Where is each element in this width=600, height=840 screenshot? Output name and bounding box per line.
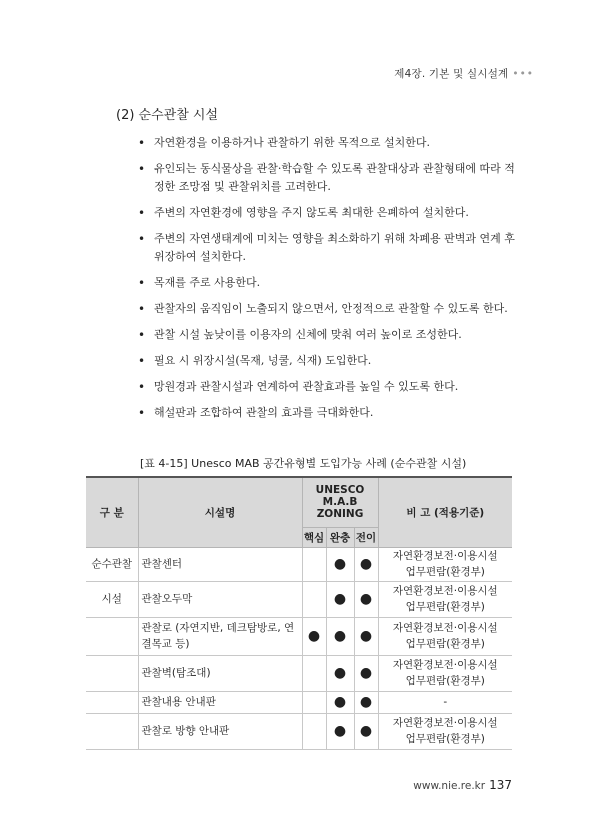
running-header	[394, 66, 534, 81]
bullet-item: • 주변의 자연생태계에 미치는 영향을 최소화하기 위해 차폐용 판벽과 연계 후 위장하여 설치한다.	[136, 230, 516, 266]
note-line2: 업무편람(환경부)	[405, 638, 485, 650]
table-row	[86, 547, 512, 581]
bullet-item: • 목재를 주로 사용한다.	[136, 274, 516, 292]
bullet-item: • 관찰자의 움직임이 노출되지 않으면서, 안정적으로 관찰할 수 있도록 한다.	[136, 300, 516, 318]
page-footer	[413, 778, 512, 792]
core-mark	[302, 713, 326, 749]
table-row	[86, 691, 512, 713]
note-line1: 자연환경보전·이용시설	[392, 659, 498, 671]
category-cell-line2: 시설	[86, 581, 138, 617]
header-zoning-line2: M.A.B ZONING	[316, 496, 364, 521]
note-cell	[378, 617, 512, 655]
facility-name: 관찰오두막	[138, 581, 302, 617]
bullet-item: • 망원경과 관찰시설과 연계하여 관찰효과를 높일 수 있도록 한다.	[136, 378, 516, 396]
transition-mark: ●	[354, 655, 378, 691]
bullet-item: • 관찰 시설 높낮이를 이용자의 신체에 맞춰 여러 높이로 조성한다.	[136, 326, 516, 344]
note-line2: 업무편람(환경부)	[405, 601, 485, 613]
note-line1: 자연환경보전·이용시설	[392, 550, 498, 562]
note-cell	[378, 655, 512, 691]
buffer-mark: ●	[326, 691, 354, 713]
bullet-item: • 필요 시 위장시설(목재, 넝쿨, 식재) 도입한다.	[136, 352, 516, 370]
core-mark: ●	[302, 617, 326, 655]
note-cell	[378, 547, 512, 581]
note-line2: 업무편람(환경부)	[405, 566, 485, 578]
facility-name: 관찰내용 안내판	[138, 691, 302, 713]
page-number: 137	[489, 778, 512, 792]
header-facility: 시설명	[138, 477, 302, 547]
header-dots: •••	[512, 68, 534, 80]
buffer-mark: ●	[326, 581, 354, 617]
bullet-list	[136, 134, 516, 430]
facility-name: 관찰센터	[138, 547, 302, 581]
table-row	[86, 617, 512, 655]
section-title: (2) 순수관찰 시설	[116, 108, 219, 123]
note-line1: 자연환경보전·이용시설	[392, 585, 498, 597]
bullet-item: • 해설판과 조합하여 관찰의 효과를 극대화한다.	[136, 404, 516, 422]
buffer-mark: ●	[326, 713, 354, 749]
table-row	[86, 581, 512, 617]
facility-name: 관찰벽(탐조대)	[138, 655, 302, 691]
bullet-item: • 유인되는 동식물상을 관찰·학습할 수 있도록 관찰대상과 관찰형태에 따라 적정한 조망점 및 관찰위치를 고려한다.	[136, 160, 516, 196]
core-mark	[302, 581, 326, 617]
core-mark	[302, 655, 326, 691]
table-caption: [표 4-15] Unesco MAB 공간유형별 도입가능 사례 (순수관찰 시설)	[140, 457, 467, 470]
category-cell-empty	[86, 655, 138, 691]
chapter-title: 제4장. 기본 및 실시설계	[394, 68, 509, 80]
core-mark	[302, 547, 326, 581]
header-buffer: 완충	[326, 527, 354, 547]
header-category: 구 분	[86, 477, 138, 547]
bullet-item: • 자연환경을 이용하거나 관찰하기 위한 목적으로 설치한다.	[136, 134, 516, 152]
table-row	[86, 655, 512, 691]
note-line2: 업무편람(환경부)	[405, 733, 485, 745]
transition-mark: ●	[354, 691, 378, 713]
zoning-table	[86, 476, 512, 750]
footer-url: www.nie.re.kr	[413, 780, 486, 792]
transition-mark: ●	[354, 617, 378, 655]
core-mark	[302, 691, 326, 713]
bullet-item: • 주변의 자연환경에 영향을 주지 않도록 최대한 은폐하여 설치한다.	[136, 204, 516, 222]
header-zoning	[302, 477, 378, 527]
buffer-mark: ●	[326, 617, 354, 655]
buffer-mark: ●	[326, 655, 354, 691]
facility-name: 관찰로 방향 안내판	[138, 713, 302, 749]
table-row	[86, 713, 512, 749]
note-cell	[378, 581, 512, 617]
note-cell	[378, 713, 512, 749]
note-line1: 자연환경보전·이용시설	[392, 717, 498, 729]
note-cell	[378, 691, 512, 713]
header-transition: 전이	[354, 527, 378, 547]
header-core: 핵심	[302, 527, 326, 547]
transition-mark: ●	[354, 713, 378, 749]
category-cell-empty	[86, 691, 138, 713]
category-cell-empty	[86, 617, 138, 655]
note-line1: 자연환경보전·이용시설	[392, 622, 498, 634]
facility-name: 관찰로 (자연지반, 데크탐방로, 연결목교 등)	[138, 617, 302, 655]
header-zoning-line1: UNESCO	[315, 484, 365, 497]
category-cell-line1: 순수관찰	[86, 547, 138, 581]
transition-mark: ●	[354, 581, 378, 617]
category-cell-empty	[86, 713, 138, 749]
note-line1: -	[443, 696, 448, 708]
note-line2: 업무편람(환경부)	[405, 675, 485, 687]
transition-mark: ●	[354, 547, 378, 581]
buffer-mark: ●	[326, 547, 354, 581]
header-note: 비 고 (적용기준)	[378, 477, 512, 547]
